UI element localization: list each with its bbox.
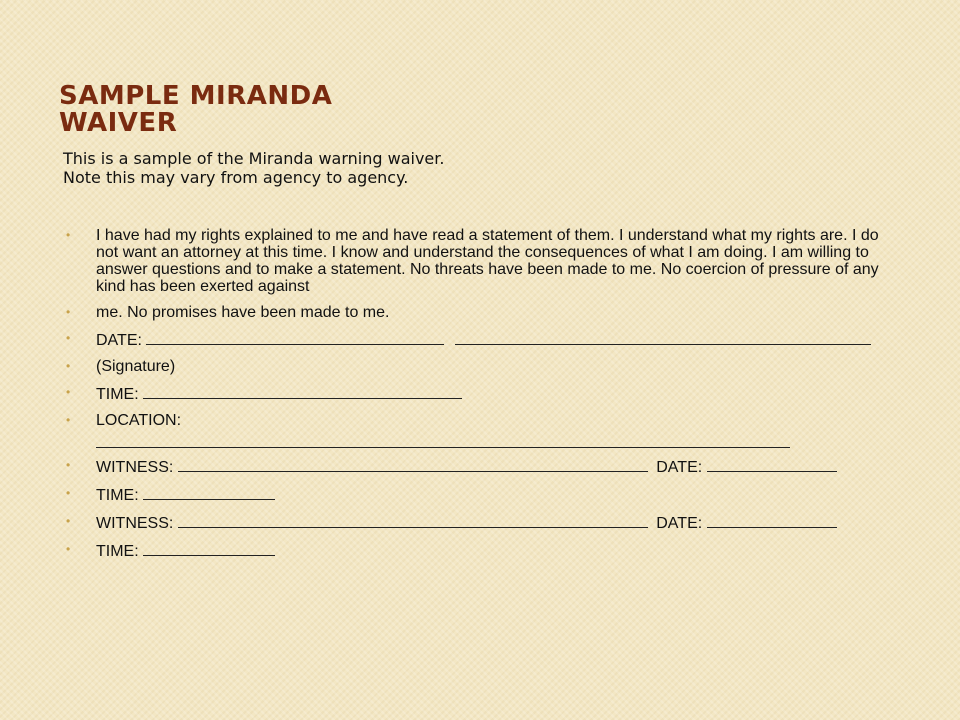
bullet-icon: • xyxy=(66,413,71,427)
waiver-body xyxy=(66,227,896,569)
location-blank[interactable] xyxy=(96,433,790,448)
time-label: TIME: xyxy=(96,487,139,504)
witness-date-blank[interactable] xyxy=(707,513,837,528)
time-blank[interactable] xyxy=(143,541,275,556)
bullet-icon: • xyxy=(66,486,71,500)
promises-statement-text: me. No promises have been made to me. xyxy=(96,304,390,321)
date-blank[interactable] xyxy=(146,330,444,345)
time-label: TIME: xyxy=(96,386,139,403)
slide-title: SAMPLE MIRANDA WAIVER xyxy=(59,81,333,138)
subtitle: This is a sample of the Miranda warning waiver. Note this may vary from agency to agency. xyxy=(63,149,445,187)
bullet-icon: • xyxy=(66,385,71,399)
promises-statement xyxy=(66,304,896,321)
date-row xyxy=(66,330,896,349)
bullet-icon: • xyxy=(66,228,71,242)
signature-blank[interactable] xyxy=(455,330,871,345)
time-label: TIME: xyxy=(96,543,139,560)
time-row-3 xyxy=(66,541,896,560)
witness-label: WITNESS: xyxy=(96,515,174,532)
time-blank[interactable] xyxy=(143,485,275,500)
witness-blank[interactable] xyxy=(178,457,648,472)
signature-row xyxy=(66,358,896,375)
witness-row-2 xyxy=(66,513,896,532)
witness-row-1 xyxy=(66,457,896,476)
bullet-icon: • xyxy=(66,542,71,556)
time-blank[interactable] xyxy=(143,384,462,399)
date-label: DATE: xyxy=(96,332,142,349)
time-row xyxy=(66,384,896,403)
bullet-icon: • xyxy=(66,514,71,528)
location-row xyxy=(66,412,896,448)
time-row-2 xyxy=(66,485,896,504)
bullet-icon: • xyxy=(66,305,71,319)
witness-date-label: DATE: xyxy=(656,459,703,476)
bullet-icon: • xyxy=(66,359,71,373)
signature-label: (Signature) xyxy=(96,358,176,375)
witness-date-label: DATE: xyxy=(656,515,703,532)
location-label: LOCATION: xyxy=(96,412,182,429)
witness-date-blank[interactable] xyxy=(707,457,837,472)
witness-blank[interactable] xyxy=(178,513,648,528)
bullet-icon: • xyxy=(66,331,71,345)
rights-statement xyxy=(66,227,896,295)
bullet-icon: • xyxy=(66,458,71,472)
rights-statement-text: I have had my rights explained to me and have read a statement of them. I understand what my rights are. I do not want an attorney at this time. I know and understand the consequences of what I am doing. I am willing to answer questions and to make a statement. No threats have been made to me. No coercion of pressure of any kind has been exerted against xyxy=(96,227,879,295)
witness-label: WITNESS: xyxy=(96,459,174,476)
